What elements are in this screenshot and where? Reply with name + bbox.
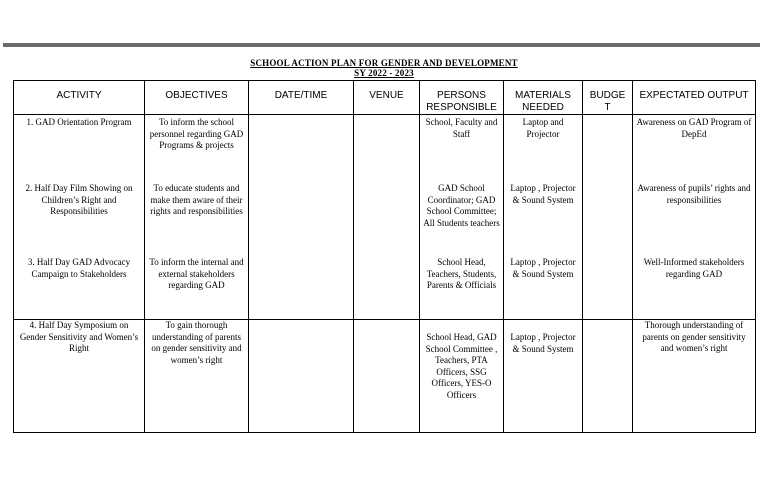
materials-4: Laptop , Projector & Sound System bbox=[504, 320, 583, 433]
output-4: Thorough understanding of parents on gender sensitivity and women’s right bbox=[633, 320, 756, 433]
output-cell bbox=[633, 115, 756, 320]
output-2: Awareness of pupils’ rights and responsibilities bbox=[637, 183, 751, 205]
school-year: SY 2022 - 2023 bbox=[354, 68, 414, 78]
header-datetime: DATE/TIME bbox=[249, 81, 354, 115]
venue-4 bbox=[354, 320, 420, 433]
header-materials: MATERIALS NEEDED bbox=[504, 81, 583, 115]
activity-3: 3. Half Day GAD Advocacy Campaign to Stakeholders bbox=[27, 257, 131, 279]
activity-2: 2. Half Day Film Showing on Children’s Right and Responsibilities bbox=[25, 183, 133, 216]
table-row-group-1 bbox=[14, 115, 756, 320]
activity-cell bbox=[14, 115, 145, 320]
document-title: SCHOOL ACTION PLAN FOR GENDER AND DEVELOPMENT bbox=[250, 58, 518, 68]
objective-3: To inform the internal and external stakeholders regarding GAD bbox=[149, 257, 244, 290]
datetime-4 bbox=[249, 320, 354, 433]
header-activity: ACTIVITY bbox=[14, 81, 145, 115]
objective-2: To educate students and make them aware of their rights and responsibilities bbox=[150, 183, 243, 216]
header-persons: PERSONS RESPONSIBLE bbox=[420, 81, 504, 115]
output-3: Well-Informed stakeholders regarding GAD bbox=[643, 257, 745, 279]
datetime-cell bbox=[249, 115, 354, 320]
output-1: Awareness on GAD Program of DepEd bbox=[636, 117, 752, 139]
venue-cell bbox=[354, 115, 420, 320]
materials-3: Laptop , Projector & Sound System bbox=[510, 257, 576, 279]
objective-4: To gain thorough understanding of parents on gender sensitivity and women’s right bbox=[145, 320, 249, 433]
objective-1: To inform the school personnel regarding GAD Programs & projects bbox=[149, 117, 244, 150]
persons-cell bbox=[420, 115, 504, 320]
table-header-row bbox=[14, 81, 756, 115]
budget-4 bbox=[583, 320, 633, 433]
persons-3: School Head, Teachers, Students, Parents & Officials bbox=[426, 257, 497, 290]
objectives-cell bbox=[145, 115, 249, 320]
top-rule bbox=[3, 43, 760, 47]
header-output: EXPECTATED OUTPUT bbox=[633, 81, 756, 115]
header-objectives: OBJECTIVES bbox=[145, 81, 249, 115]
persons-1: School, Faculty and Staff bbox=[425, 117, 498, 139]
budget-cell bbox=[583, 115, 633, 320]
action-plan-table bbox=[13, 80, 756, 433]
activity-4: 4. Half Day Symposium on Gender Sensitivity and Women’s Right bbox=[14, 320, 145, 433]
header-budget: BUDGE T bbox=[583, 81, 633, 115]
activity-1: 1. GAD Orientation Program bbox=[26, 117, 132, 127]
materials-1: Laptop and Projector bbox=[522, 117, 564, 139]
persons-4: School Head, GAD School Committee , Teachers, PTA Officers, SSG Officers, YES-O Officers bbox=[420, 320, 504, 433]
materials-2: Laptop , Projector & Sound System bbox=[510, 183, 576, 205]
table-row-4 bbox=[14, 320, 756, 433]
header-venue: VENUE bbox=[354, 81, 420, 115]
persons-2: GAD School Coordinator; GAD School Committee; All Students teachers bbox=[423, 183, 500, 228]
materials-cell bbox=[504, 115, 583, 320]
